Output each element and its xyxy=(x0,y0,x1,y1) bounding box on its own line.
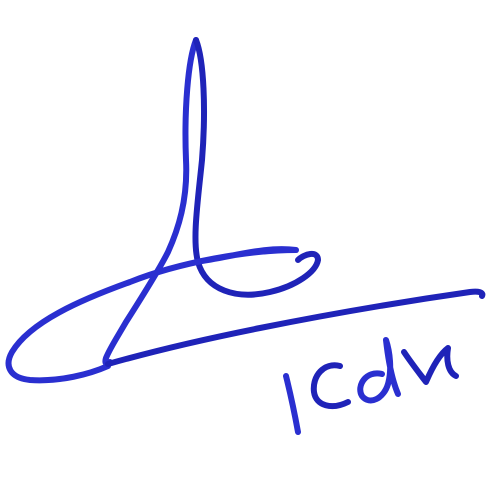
signature-tall-loop xyxy=(105,40,196,364)
signature-ink xyxy=(9,40,483,432)
signature-baseline xyxy=(108,292,482,364)
signature-initial-d xyxy=(360,340,398,400)
signature-left-oval xyxy=(9,249,296,380)
signature-initial-c xyxy=(314,365,348,406)
signature-initial-k-stem xyxy=(286,376,298,432)
signature-initial-v xyxy=(404,348,456,382)
